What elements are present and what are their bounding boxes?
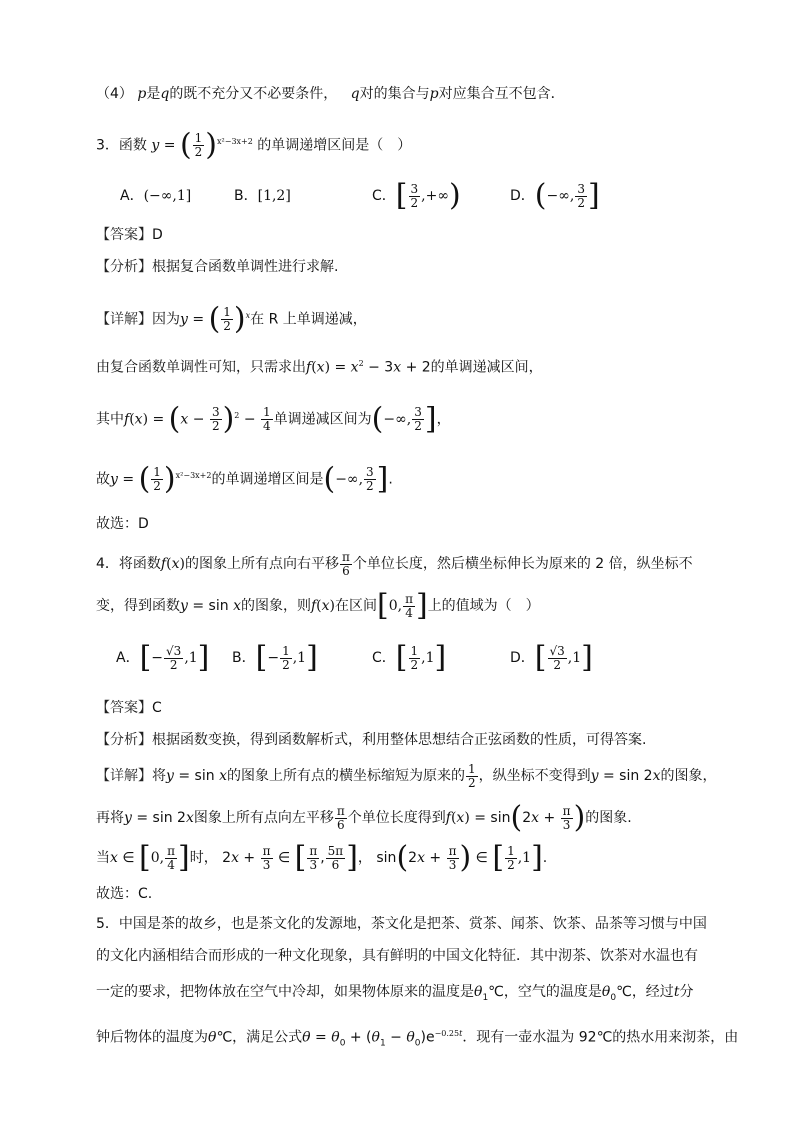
q4-stem-line2: 变，得到函数y = sin x的图象，则f(x)在区间[0, $\frac{\pi}{4}$ ]上的值域为（ ） [96, 588, 540, 623]
q5-line4: 钟后物体的温度为θ℃，满足公式$\theta = \theta_0 + (\theta_1 - \theta_0)e^{-0.25t}$．现有一壶水温为 92℃的热水用来沏茶，由 [96, 1029, 739, 1049]
q3-choose: 故选：D [96, 516, 149, 532]
q3-analysis: 【分析】根据复合函数单调性进行求解. [96, 259, 339, 275]
q3-detail-1: 【详解】因为y = ( $\frac{1}{2}$ )$^x$在 R 上单调递减， [96, 301, 367, 337]
q3-detail-3: 其中f(x) = (x − $\frac{3}{2}$ )$^2$ − $\frac{1}{4}$ 单调递减区间为(−∞, $\frac{3}{2}$ ]， [96, 401, 451, 437]
q4-analysis: 【分析】根据函数变换，得到函数解析式，利用整体思想结合正弦函数的性质，可得答案. [96, 732, 647, 748]
q3-detail-2: 由复合函数单调性可知，只需求出$f(x) = x^2 - 3x + 2$的单调递减区间， [96, 359, 543, 376]
q3-option-c[interactable]: C．[ $\frac{3}{2}$ ,+∞) [372, 178, 461, 213]
q3-stem: 3．函数 y = ( $\frac{1}{2}$ )$^{x^2-3x+2}$ 的单调递增区间是（ ） [96, 127, 412, 163]
q5-line2: 的文化内涵相结合而形成的一种文化现象，具有鲜明的中国文化特征．其中沏茶、饮茶对水温也有 [96, 948, 698, 964]
q2-item-4: （4） p是q的既不充分又不必要条件， q对的集合与p对应集合互不包含． [96, 86, 565, 102]
q3-answer: 【答案】D [96, 227, 163, 243]
q5-line1: 5．中国是茶的故乡，也是茶文化的发源地，茶文化是把茶、赏茶、闻茶、饮茶、品茶等习惯与中国 [96, 916, 707, 932]
q4-detail-2: 再将y = sin 2x图象上所有点向左平移 $\frac{\pi}{6}$ 个单位长度得到f(x) = sin(2x + $\frac{\pi}{3}$ )的图象. [96, 800, 632, 835]
q4-choose: 故选：C. [96, 886, 153, 902]
q4-stem-line1: 4．将函数f(x)的图象上所有点向右平移 $\frac{\pi}{6}$ 个单位长度，然后横坐标伸长为原来的 2 倍，纵坐标不 [96, 549, 693, 578]
q4-option-c[interactable]: C．[ $\frac{1}{2}$ ,1] [372, 640, 447, 675]
q3-option-b[interactable]: B．[1,2] [234, 188, 291, 204]
q3-option-d[interactable]: D．(−∞, $\frac{3}{2}$ ] [510, 178, 600, 213]
q4-answer: 【答案】C [96, 700, 162, 716]
q4-option-a[interactable]: A．[− $\frac{√3}{2}$ ,1] [116, 640, 210, 675]
q4-detail-1: 【详解】将y = sin x的图象上所有点的横坐标缩短为原来的 $\frac{1}{2}$ ，纵坐标不变得到y = sin 2x的图象， [96, 761, 717, 790]
q4-option-d[interactable]: D．[ $\frac{√3}{2}$ ,1] [510, 640, 593, 675]
q4-option-b[interactable]: B．[− $\frac{1}{2}$ ,1] [232, 640, 318, 675]
q3-detail-4: 故y = ( $\frac{1}{2}$ )$^{x^2-3x+2}$的单调递增区间是(−∞, $\frac{3}{2}$ ]. [96, 461, 393, 497]
q4-detail-3: 当x ∈ [0, $\frac{\pi}{4}$ ]时， 2x + $\frac{\pi}{3}$ ∈ [ $\frac{\pi}{3}$ , $\frac{5\pi}{6}$ ]， sin(2x + $\frac{\pi}{3}$ ) ∈ [ $\frac{1}{2}$ ,1]. [96, 840, 548, 875]
q3-option-a[interactable]: A．(−∞,1] [120, 188, 192, 204]
q5-line3: 一定的要求，把物体放在空气中冷却，如果物体原来的温度是$\theta_1℃$，空气的温度是$\theta_0℃$，经过t分 [96, 984, 694, 1003]
